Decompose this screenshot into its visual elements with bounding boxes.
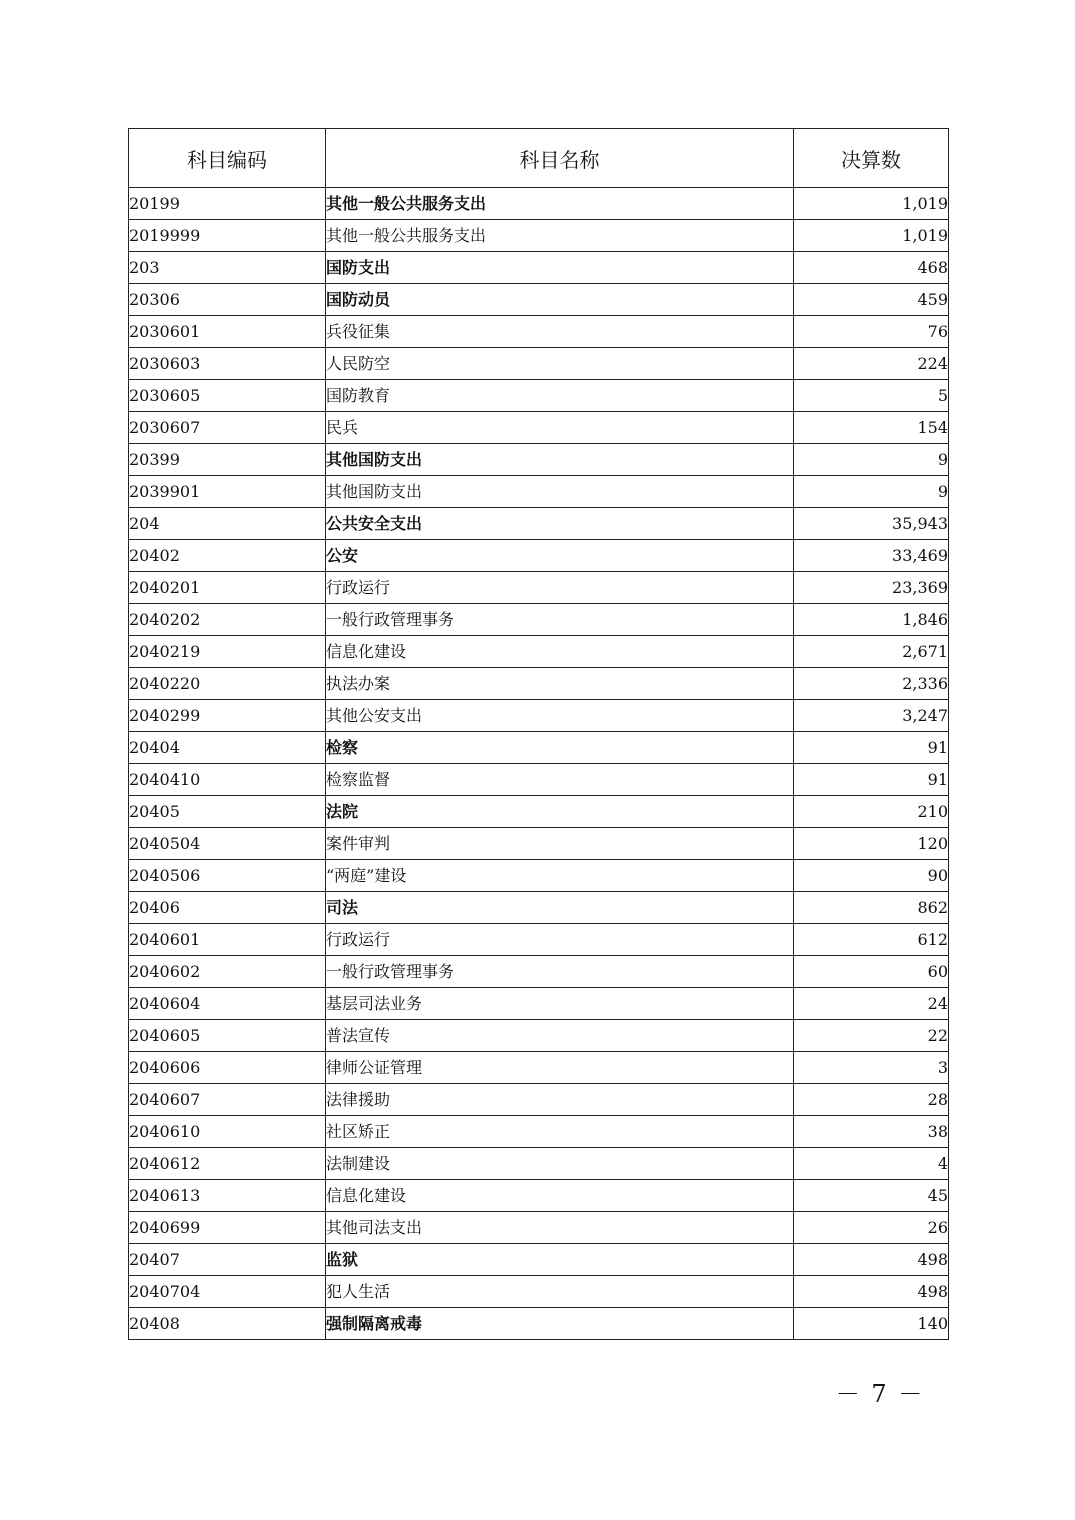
account-code-cell: 2040612 (129, 1148, 326, 1180)
account-name-cell: 普法宣传 (326, 1020, 794, 1052)
page-number: － 7 － (835, 1380, 925, 1408)
table-row (129, 540, 949, 572)
account-name-cell: 法制建设 (326, 1148, 794, 1180)
account-code-cell: 2040610 (129, 1116, 326, 1148)
settlement-amount-cell: 210 (794, 796, 949, 828)
account-name-cell: 民兵 (326, 412, 794, 444)
account-code-cell: 20199 (129, 188, 326, 220)
account-code-cell: 2030605 (129, 380, 326, 412)
account-name-cell: 律师公证管理 (326, 1052, 794, 1084)
settlement-amount-cell: 1,846 (794, 604, 949, 636)
account-name-cell: 信息化建设 (326, 636, 794, 668)
account-code-cell: 20306 (129, 284, 326, 316)
account-code-cell: 2040704 (129, 1276, 326, 1308)
account-code-cell: 2039901 (129, 476, 326, 508)
account-name-cell: 案件审判 (326, 828, 794, 860)
account-name-cell: 其他公安支出 (326, 700, 794, 732)
table-row (129, 892, 949, 924)
settlement-amount-cell: 862 (794, 892, 949, 924)
table-row (129, 220, 949, 252)
account-code-cell: 2040613 (129, 1180, 326, 1212)
table-row (129, 572, 949, 604)
account-code-cell: 20405 (129, 796, 326, 828)
account-code-cell: 204 (129, 508, 326, 540)
account-code-cell: 2030607 (129, 412, 326, 444)
column-header-name: 科目名称 (326, 129, 794, 188)
account-code-cell: 2040506 (129, 860, 326, 892)
table-row (129, 188, 949, 220)
settlement-amount-cell: 154 (794, 412, 949, 444)
table-row (129, 1276, 949, 1308)
settlement-amount-cell: 28 (794, 1084, 949, 1116)
table-row (129, 828, 949, 860)
account-name-cell: 公安 (326, 540, 794, 572)
account-name-cell: 一般行政管理事务 (326, 604, 794, 636)
table-row (129, 1052, 949, 1084)
settlement-amount-cell: 76 (794, 316, 949, 348)
account-code-cell: 20399 (129, 444, 326, 476)
settlement-amount-cell: 45 (794, 1180, 949, 1212)
table-row (129, 1116, 949, 1148)
table-row (129, 1212, 949, 1244)
account-name-cell: 国防教育 (326, 380, 794, 412)
account-name-cell: 兵役征集 (326, 316, 794, 348)
account-code-cell: 203 (129, 252, 326, 284)
account-code-cell: 2040220 (129, 668, 326, 700)
table-row (129, 1020, 949, 1052)
column-header-amount: 决算数 (794, 129, 949, 188)
account-name-cell: 检察监督 (326, 764, 794, 796)
account-name-cell: 其他一般公共服务支出 (326, 188, 794, 220)
header-row (129, 129, 949, 188)
settlement-amount-cell: 9 (794, 476, 949, 508)
settlement-amount-cell: 60 (794, 956, 949, 988)
table-row (129, 700, 949, 732)
account-code-cell: 2040605 (129, 1020, 326, 1052)
account-code-cell: 2030603 (129, 348, 326, 380)
account-code-cell: 2040504 (129, 828, 326, 860)
settlement-amount-cell: 91 (794, 764, 949, 796)
account-name-cell: 检察 (326, 732, 794, 764)
account-name-cell: 社区矫正 (326, 1116, 794, 1148)
table-row (129, 860, 949, 892)
account-code-cell: 2019999 (129, 220, 326, 252)
account-code-cell: 20406 (129, 892, 326, 924)
settlement-amount-cell: 120 (794, 828, 949, 860)
account-code-cell: 2040219 (129, 636, 326, 668)
settlement-amount-cell: 1,019 (794, 188, 949, 220)
settlement-amount-cell: 23,369 (794, 572, 949, 604)
table-header (129, 129, 949, 188)
settlement-amount-cell: 468 (794, 252, 949, 284)
account-code-cell: 2040410 (129, 764, 326, 796)
settlement-amount-cell: 612 (794, 924, 949, 956)
account-name-cell: “两庭”建设 (326, 860, 794, 892)
account-name-cell: 行政运行 (326, 924, 794, 956)
account-name-cell: 强制隔离戒毒 (326, 1308, 794, 1340)
table-row (129, 764, 949, 796)
account-name-cell: 犯人生活 (326, 1276, 794, 1308)
settlement-amount-cell: 498 (794, 1276, 949, 1308)
settlement-amount-cell: 2,671 (794, 636, 949, 668)
account-name-cell: 一般行政管理事务 (326, 956, 794, 988)
settlement-amount-cell: 5 (794, 380, 949, 412)
table-row (129, 348, 949, 380)
account-code-cell: 20404 (129, 732, 326, 764)
settlement-amount-cell: 4 (794, 1148, 949, 1180)
table-row (129, 1308, 949, 1340)
settlement-amount-cell: 224 (794, 348, 949, 380)
settlement-amount-cell: 38 (794, 1116, 949, 1148)
settlement-amount-cell: 26 (794, 1212, 949, 1244)
settlement-amount-cell: 1,019 (794, 220, 949, 252)
account-name-cell: 司法 (326, 892, 794, 924)
account-code-cell: 20408 (129, 1308, 326, 1340)
account-name-cell: 执法办案 (326, 668, 794, 700)
settlement-amount-cell: 498 (794, 1244, 949, 1276)
table-row (129, 412, 949, 444)
table-row (129, 988, 949, 1020)
account-code-cell: 2040602 (129, 956, 326, 988)
account-name-cell: 人民防空 (326, 348, 794, 380)
account-code-cell: 2040601 (129, 924, 326, 956)
account-name-cell: 监狱 (326, 1244, 794, 1276)
table-row (129, 284, 949, 316)
table-row (129, 476, 949, 508)
account-name-cell: 行政运行 (326, 572, 794, 604)
settlement-amount-cell: 3,247 (794, 700, 949, 732)
account-name-cell: 其他国防支出 (326, 444, 794, 476)
table-row (129, 252, 949, 284)
account-name-cell: 其他国防支出 (326, 476, 794, 508)
settlement-amount-cell: 90 (794, 860, 949, 892)
table-row (129, 444, 949, 476)
account-name-cell: 法院 (326, 796, 794, 828)
table-row (129, 1084, 949, 1116)
settlement-amount-cell: 35,943 (794, 508, 949, 540)
account-name-cell: 基层司法业务 (326, 988, 794, 1020)
account-code-cell: 2040299 (129, 700, 326, 732)
account-name-cell: 法律援助 (326, 1084, 794, 1116)
account-name-cell: 国防支出 (326, 252, 794, 284)
table-row (129, 924, 949, 956)
table-body (129, 188, 949, 1340)
account-code-cell: 2040607 (129, 1084, 326, 1116)
account-code-cell: 2030601 (129, 316, 326, 348)
settlement-amount-cell: 140 (794, 1308, 949, 1340)
settlement-amount-cell: 24 (794, 988, 949, 1020)
account-name-cell: 其他司法支出 (326, 1212, 794, 1244)
account-name-cell: 国防动员 (326, 284, 794, 316)
column-header-code: 科目编码 (129, 129, 326, 188)
settlement-amount-cell: 2,336 (794, 668, 949, 700)
account-name-cell: 其他一般公共服务支出 (326, 220, 794, 252)
table-row (129, 1180, 949, 1212)
table-row (129, 380, 949, 412)
settlement-amount-cell: 91 (794, 732, 949, 764)
settlement-amount-cell: 3 (794, 1052, 949, 1084)
table-row (129, 796, 949, 828)
table-row (129, 636, 949, 668)
table-row (129, 508, 949, 540)
account-code-cell: 2040202 (129, 604, 326, 636)
table-row (129, 1244, 949, 1276)
settlement-amount-cell: 22 (794, 1020, 949, 1052)
account-name-cell: 信息化建设 (326, 1180, 794, 1212)
account-code-cell: 2040606 (129, 1052, 326, 1084)
table-row (129, 604, 949, 636)
settlement-amount-cell: 459 (794, 284, 949, 316)
table-row (129, 1148, 949, 1180)
account-code-cell: 2040604 (129, 988, 326, 1020)
account-code-cell: 20407 (129, 1244, 326, 1276)
table-row (129, 956, 949, 988)
account-name-cell: 公共安全支出 (326, 508, 794, 540)
table-row (129, 732, 949, 764)
settlement-amount-cell: 9 (794, 444, 949, 476)
account-code-cell: 2040699 (129, 1212, 326, 1244)
budget-table (128, 128, 949, 1340)
account-code-cell: 20402 (129, 540, 326, 572)
account-code-cell: 2040201 (129, 572, 326, 604)
settlement-amount-cell: 33,469 (794, 540, 949, 572)
table-row (129, 316, 949, 348)
table-row (129, 668, 949, 700)
